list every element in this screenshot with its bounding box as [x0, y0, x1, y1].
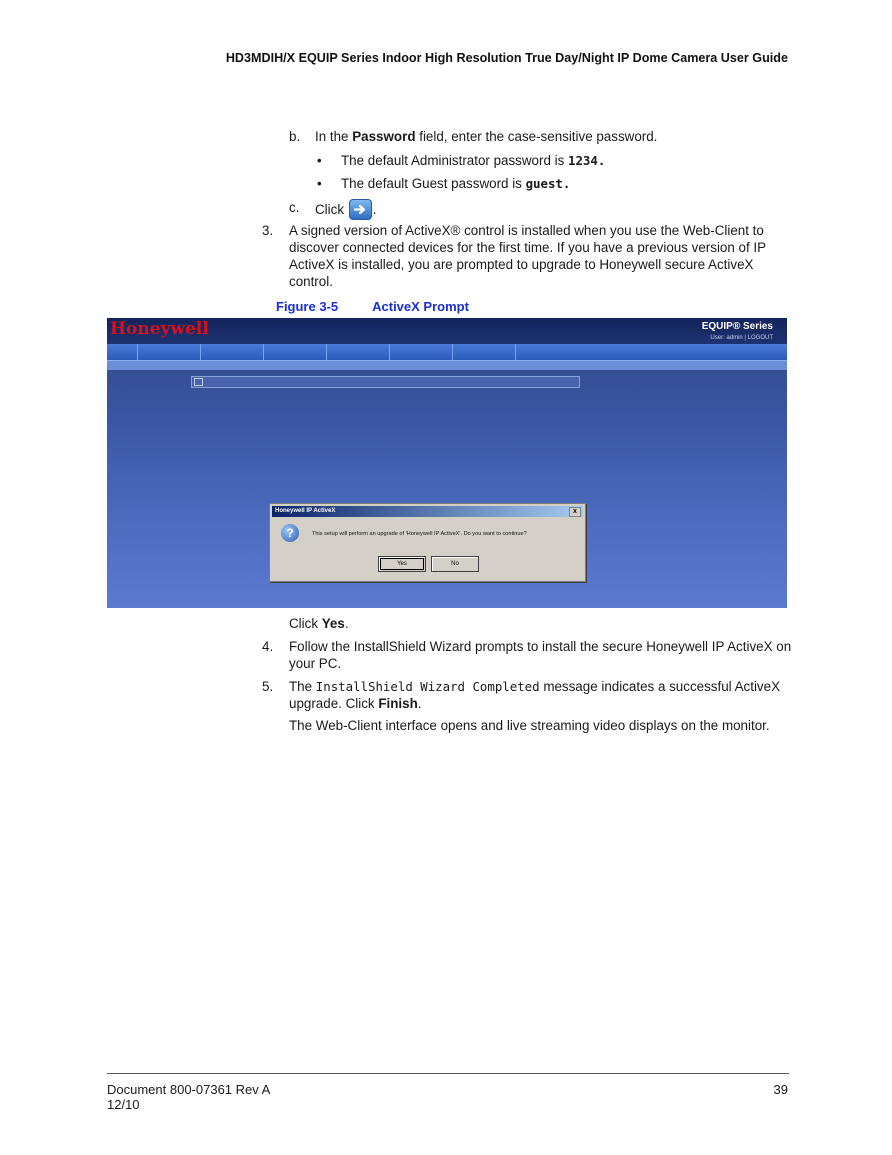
step-3-marker: 3.: [262, 223, 274, 238]
nav-tab: [453, 344, 516, 360]
guest-password-code: guest.: [525, 176, 571, 191]
step-3-line-2: discover connected devices for the first time. If you have a previous version of IP: [289, 240, 767, 255]
step-b-post: field, enter the case-sensitive password.: [415, 129, 658, 144]
step-4-line-2: your PC.: [289, 656, 342, 671]
bullet-admin-marker: •: [317, 153, 322, 168]
no-button[interactable]: No: [431, 556, 479, 572]
step-c: [315, 199, 376, 220]
step-5-line2-post: .: [417, 696, 422, 711]
click-yes-post: .: [344, 616, 349, 631]
step-c-pre: Click: [315, 202, 348, 217]
step-5-line2-pre: upgrade. Click: [289, 696, 379, 711]
footer-document-info: [107, 1082, 270, 1112]
go-arrow-icon: [349, 199, 372, 220]
bullet-guest-text: The default Guest password is: [341, 176, 526, 191]
screenshot-subbar: [107, 361, 787, 370]
step-3-line-1: A signed version of ActiveX® control is installed when you use the Web-Client to: [289, 223, 764, 238]
document-number: Document 800-07361 Rev A: [107, 1082, 271, 1097]
screenshot-address-field: [191, 376, 580, 388]
step-c-marker: c.: [289, 200, 300, 215]
equip-series-brand: EQUIP® Series: [701, 321, 773, 332]
bullet-guest-marker: •: [317, 176, 322, 191]
page-number: 39: [773, 1082, 788, 1097]
field-box-icon: [194, 378, 203, 386]
step-3-line-3: ActiveX is installed, you are prompted to upgrade to Honeywell secure ActiveX: [289, 257, 754, 272]
nav-tab: [107, 344, 138, 360]
bullet-admin-text: The default Administrator password is: [341, 153, 568, 168]
bullet-guest: [341, 175, 570, 192]
dialog-titlebar: [272, 506, 583, 517]
nav-tab: [264, 344, 327, 360]
step-5-line-2: [289, 695, 780, 712]
password-field-label: Password: [352, 129, 416, 144]
nav-tab: [390, 344, 453, 360]
step-b-pre: In the: [315, 129, 353, 144]
step-3-line-4: control.: [289, 274, 333, 289]
click-yes-instruction: [289, 615, 349, 632]
nav-tab: [138, 344, 201, 360]
step-5-marker: 5.: [262, 679, 274, 694]
document-date: 12/10: [107, 1097, 140, 1112]
nav-tab: [327, 344, 390, 360]
nav-tab: [201, 344, 264, 360]
dialog-message: This setup will perform an upgrade of 'Honeywell IP ActiveX'. Do you want to continue?: [312, 531, 527, 537]
figure-title: ActiveX Prompt: [372, 299, 469, 314]
screenshot-navbar: [107, 344, 787, 361]
admin-password-code: 1234.: [568, 153, 606, 168]
footer-rule: [107, 1073, 789, 1074]
figure-caption: [276, 298, 469, 315]
step-4-marker: 4.: [262, 639, 274, 654]
honeywell-logo: Honeywell: [110, 319, 209, 339]
step-5-line-1: [289, 678, 780, 695]
dialog-title: Honeywell IP ActiveX: [275, 508, 336, 514]
step-4: [289, 638, 791, 672]
activex-dialog: [269, 503, 586, 582]
step-3: [289, 222, 766, 290]
close-icon[interactable]: x: [569, 507, 581, 517]
yes-label: Yes: [321, 616, 345, 631]
user-logout-line: User: admin | LOGOUT: [710, 335, 773, 341]
step-b-marker: b.: [289, 129, 301, 144]
figure-number: Figure 3-5: [276, 299, 339, 314]
yes-button[interactable]: Yes: [378, 556, 426, 572]
running-header: HD3MDIH/X EQUIP Series Indoor High Resolution True Day/Night IP Dome Camera User Guide: [225, 51, 788, 65]
step-5-post: message indicates a successful ActiveX: [539, 679, 780, 694]
screenshot-topbar: [107, 318, 787, 344]
step-c-post: .: [372, 202, 377, 217]
step-b: [315, 128, 657, 145]
step-5: [289, 678, 780, 712]
step-4-line-1: Follow the InstallShield Wizard prompts to install the secure Honeywell IP ActiveX on: [289, 639, 792, 654]
finish-label: Finish: [378, 696, 418, 711]
activex-prompt-screenshot: [107, 318, 787, 608]
question-icon: ?: [281, 524, 299, 542]
wizard-completed-code: InstallShield Wizard Completed: [315, 679, 540, 694]
closing-paragraph: The Web-Client interface opens and live streaming video displays on the monitor.: [289, 718, 770, 733]
step-5-pre: The: [289, 679, 316, 694]
bullet-admin: [341, 152, 605, 169]
click-yes-pre: Click: [289, 616, 322, 631]
